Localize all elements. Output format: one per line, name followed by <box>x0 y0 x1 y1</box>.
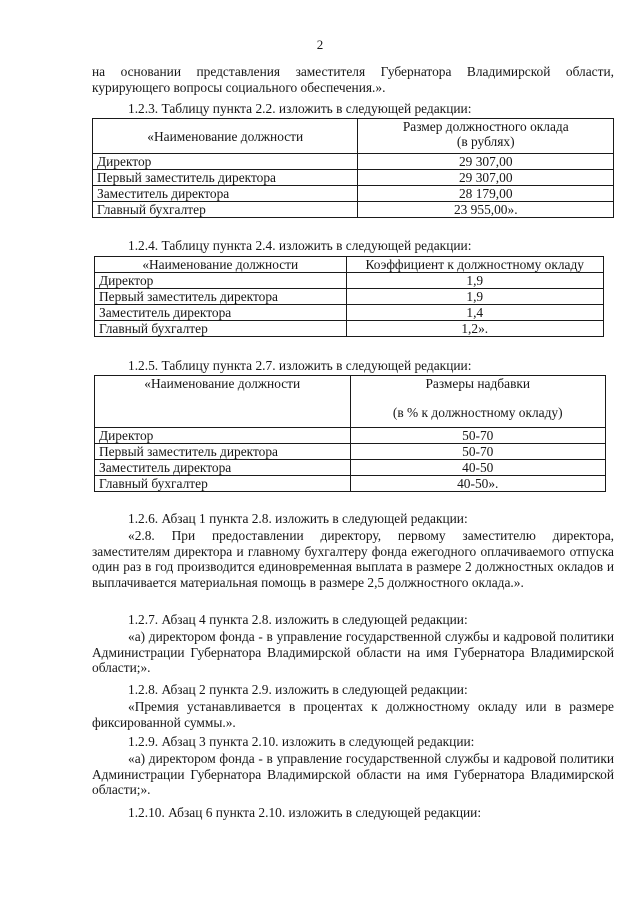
allowance-value: 50-70 <box>350 444 606 460</box>
section-1-2-4-heading: 1.2.4. Таблицу пункта 2.4. изложить в следующей редакции: <box>128 238 472 253</box>
table-header-row <box>93 119 614 154</box>
coefficient-value: 1,9 <box>346 289 603 305</box>
section-1-2-7-heading: 1.2.7. Абзац 4 пункта 2.8. изложить в следующей редакции: <box>128 612 468 627</box>
header-salary-line1: Размер должностного оклада <box>402 119 569 134</box>
table-header-row <box>95 257 604 273</box>
header-allowance <box>350 376 606 428</box>
position-name: Главный бухгалтер <box>95 321 347 337</box>
header-position-name: «Наименование должности <box>93 119 358 154</box>
table-header-row <box>95 376 606 428</box>
coefficient-table <box>94 256 604 337</box>
position-name: Директор <box>93 154 358 170</box>
position-name: Главный бухгалтер <box>95 476 351 492</box>
table-row <box>93 154 614 170</box>
table-row <box>95 476 606 492</box>
table-row <box>95 428 606 444</box>
section-1-2-6-heading: 1.2.6. Абзац 1 пункта 2.8. изложить в следующей редакции: <box>128 511 468 526</box>
table-row <box>95 460 606 476</box>
coefficient-value: 1,9 <box>346 273 603 289</box>
position-name: Директор <box>95 428 351 444</box>
salary-value: 28 179,00 <box>358 186 614 202</box>
table-row <box>93 170 614 186</box>
position-name: Главный бухгалтер <box>93 202 358 218</box>
header-position-name: «Наименование должности <box>95 376 351 428</box>
salary-value: 29 307,00 <box>358 170 614 186</box>
table-row <box>95 305 604 321</box>
section-1-2-3-heading: 1.2.3. Таблицу пункта 2.2. изложить в следующей редакции: <box>128 101 472 116</box>
position-name: Первый заместитель директора <box>95 444 351 460</box>
table-row <box>95 444 606 460</box>
section-1-2-9-text: «а) директором фонда - в управление государственной службы и кадровой политики Администрации Губернатора Владимирской области на имя Губернатора Владимирской области;». <box>92 751 614 797</box>
allowance-value: 40-50». <box>350 476 606 492</box>
table-row <box>95 289 604 305</box>
allowance-value: 40-50 <box>350 460 606 476</box>
table-row <box>95 321 604 337</box>
intro-paragraph: на основании представления заместителя Губернатора Владимирской области, курирующего вопросы социального обеспечения.». <box>92 64 614 95</box>
allowance-value: 50-70 <box>350 428 606 444</box>
coefficient-value: 1,4 <box>346 305 603 321</box>
section-1-2-5-heading: 1.2.5. Таблицу пункта 2.7. изложить в следующей редакции: <box>128 358 472 373</box>
salary-table <box>92 118 614 218</box>
header-coefficient: Коэффициент к должностному окладу <box>346 257 603 273</box>
coefficient-value: 1,2». <box>346 321 603 337</box>
section-1-2-7-text: «а) директором фонда - в управление государственной службы и кадровой политики Администрации Губернатора Владимирской области на имя Губернатора Владимирской области;». <box>92 629 614 675</box>
header-salary-line2: (в рублях) <box>456 134 515 149</box>
table-row <box>93 202 614 218</box>
page-number: 2 <box>316 37 324 52</box>
table-row <box>95 273 604 289</box>
position-name: Первый заместитель директора <box>95 289 347 305</box>
section-1-2-8-text: «Премия устанавливается в процентах к должностному окладу или в размере фиксированной суммы.». <box>92 699 614 730</box>
salary-value: 23 955,00». <box>358 202 614 218</box>
section-1-2-10-heading: 1.2.10. Абзац 6 пункта 2.10. изложить в следующей редакции: <box>128 805 482 820</box>
header-allowance-line1: Размеры надбавки <box>425 376 531 391</box>
header-allowance-line2: (в % к должностному окладу) <box>392 405 563 420</box>
position-name: Директор <box>95 273 347 289</box>
salary-value: 29 307,00 <box>358 154 614 170</box>
position-name: Заместитель директора <box>93 186 358 202</box>
header-salary <box>358 119 614 154</box>
position-name: Заместитель директора <box>95 305 347 321</box>
section-1-2-6-text: «2.8. При предоставлении директору, первому заместителю директора, заместителям директора и главному бухгалтеру фонда ежегодного оплачиваемого отпуска один раз в год производится единовременная выплата в размере 2 должностных окладов и выплачивается материальная помощь в размере 2,5 должностного оклада.». <box>92 528 614 590</box>
position-name: Заместитель директора <box>95 460 351 476</box>
section-1-2-9-heading: 1.2.9. Абзац 3 пункта 2.10. изложить в следующей редакции: <box>128 734 475 749</box>
allowance-table <box>94 375 606 492</box>
section-1-2-8-heading: 1.2.8. Абзац 2 пункта 2.9. изложить в следующей редакции: <box>128 682 468 697</box>
table-row <box>93 186 614 202</box>
header-position-name: «Наименование должности <box>95 257 347 273</box>
position-name: Первый заместитель директора <box>93 170 358 186</box>
